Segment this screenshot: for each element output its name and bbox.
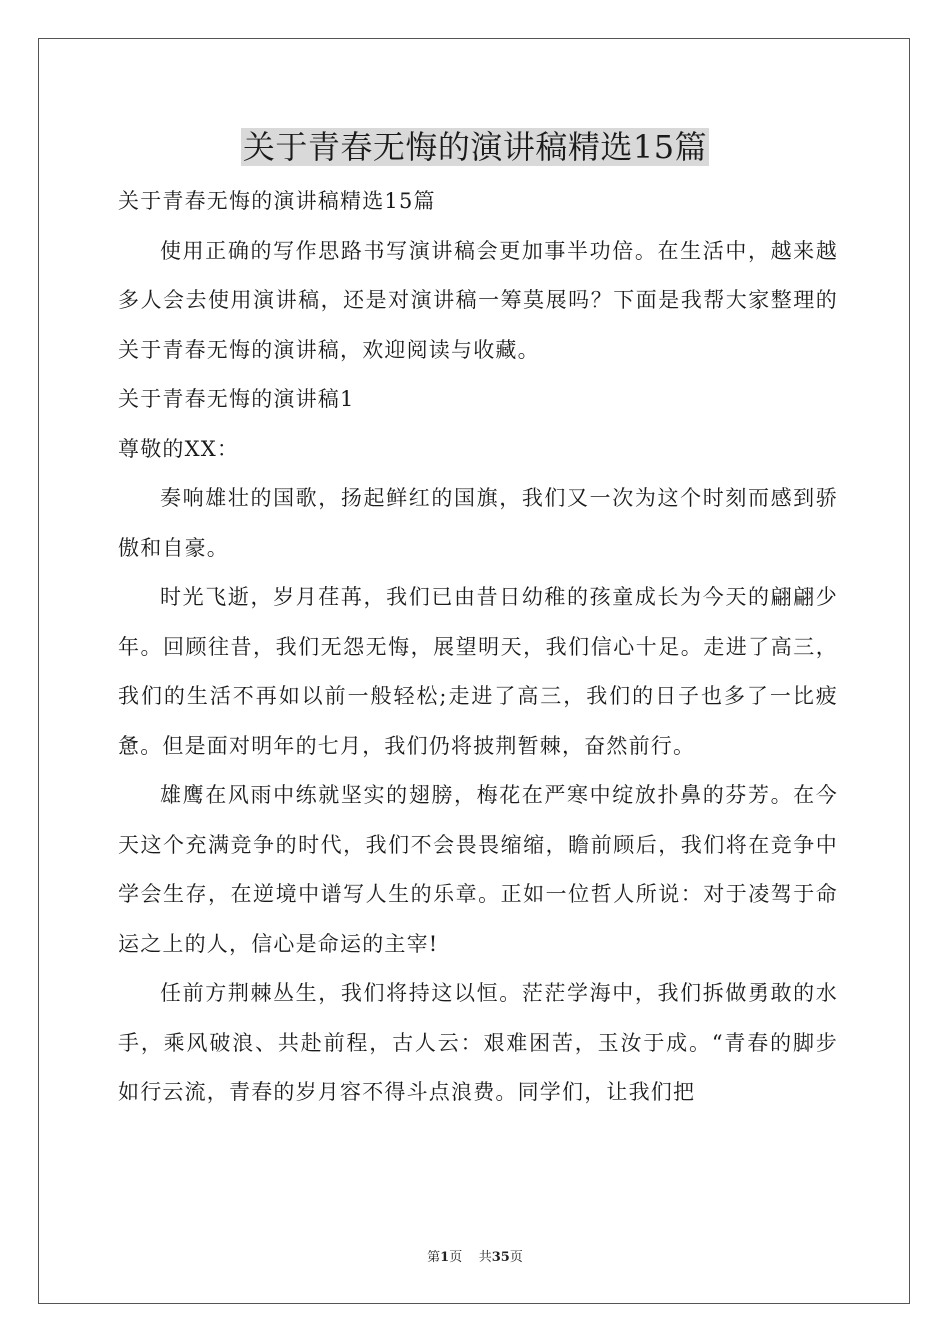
body-paragraph-4: 任前方荆棘丛生，我们将持这以恒。茫茫学海中，我们拆做勇敢的水手，乘风破浪、共赴前程，古人云：艰难困苦，玉汝于成。“青春的脚步如行云流，青春的岁月容不得斗点浪费。同学们，让我们把 <box>118 981 838 1104</box>
intro-paragraph: 使用正确的写作思路书写演讲稿会更加事半功倍。在生活中，越来越多人会去使用演讲稿，还是对演讲稿一筹莫展吗？下面是我帮大家整理的关于青春无悔的演讲稿，欢迎阅读与收藏。 <box>118 238 838 362</box>
page-suffix: 页 <box>449 1250 463 1265</box>
salutation: 尊敬的XX： <box>118 436 240 461</box>
body-paragraph-1: 奏响雄壮的国歌，扬起鲜红的国旗，我们又一次为这个时刻而感到骄傲和自豪。 <box>118 486 838 560</box>
document-title-text: 关于青春无悔的演讲稿精选15篇 <box>242 128 708 166</box>
body-paragraph-3: 雄鹰在风雨中练就坚实的翅膀，梅花在严寒中绽放扑鼻的芬芳。在今天这个充满竞争的时代，我们不会畏畏缩缩，瞻前顾后，我们将在竞争中学会生存，在逆境中谱写人生的乐章。正如一位哲人所说：对于凌驾于命运之上的人，信心是命运的主宰! <box>118 783 838 956</box>
total-pages: 35 <box>491 1250 510 1265</box>
page-number: 1 <box>440 1250 450 1265</box>
document-subtitle: 关于青春无悔的演讲稿精选15篇 <box>118 189 436 213</box>
page-prefix: 第 <box>427 1250 441 1265</box>
document-body <box>118 177 838 1118</box>
total-prefix: 共 <box>478 1250 492 1265</box>
section-heading: 关于青春无悔的演讲稿1 <box>118 387 355 411</box>
page-footer <box>0 1246 950 1265</box>
document-title <box>0 125 950 169</box>
total-suffix: 页 <box>509 1250 523 1265</box>
body-paragraph-2: 时光飞逝，岁月荏苒，我们已由昔日幼稚的孩童成长为今天的翩翩少年。回顾往昔，我们无怨无悔，展望明天，我们信心十足。走进了高三，我们的生活不再如以前一般轻松;走进了高三，我们的日子也多了一比疲惫。但是面对明年的七月，我们仍将披荆暂棘，奋然前行。 <box>118 585 838 758</box>
